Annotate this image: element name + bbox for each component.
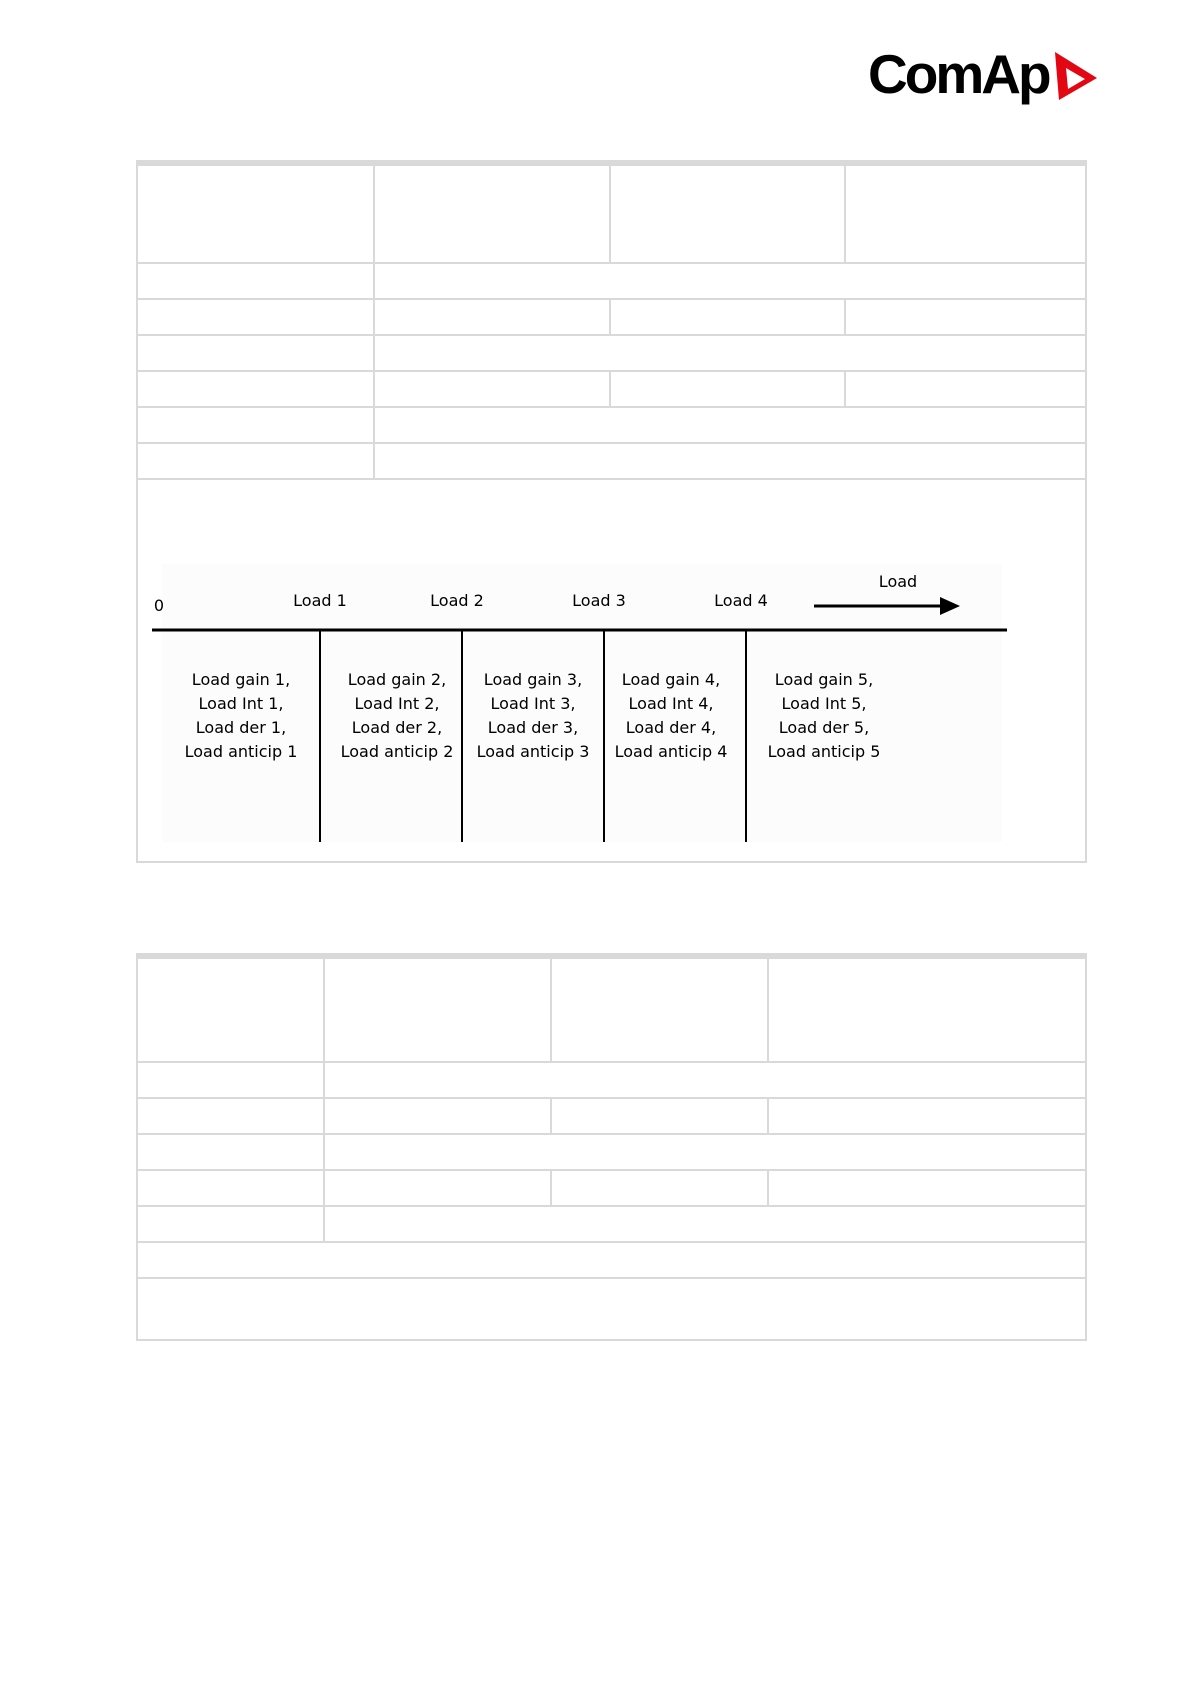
region-parameters-4	[615, 668, 728, 764]
comap-logo	[868, 44, 1101, 104]
param-line: Load Int 4,	[628, 694, 714, 713]
param-line: Load der 5,	[778, 718, 870, 737]
param-line: Load gain 2,	[347, 670, 447, 689]
origin-label: 0	[153, 596, 165, 615]
param-line: Load Int 1,	[198, 694, 284, 713]
boundary-label-4: Load 4	[714, 591, 768, 610]
param-line: Load gain 3,	[483, 670, 583, 689]
boundary-label-2: Load 2	[430, 591, 484, 610]
param-line: Load anticip 3	[476, 742, 590, 761]
boundary-label-1: Load 1	[293, 591, 347, 610]
play-arrow-icon	[1051, 48, 1101, 104]
region-parameters-5	[768, 668, 881, 764]
param-line: Load Int 5,	[781, 694, 867, 713]
param-line: Load anticip 4	[614, 742, 728, 761]
param-line: Load der 2,	[351, 718, 443, 737]
logo-text: ComAp	[868, 43, 1049, 105]
boundary-label-3: Load 3	[572, 591, 626, 610]
param-line: Load anticip 1	[184, 742, 298, 761]
load-region-diagram	[152, 562, 1012, 844]
param-line: Load anticip 2	[340, 742, 454, 761]
region-parameters-3	[477, 668, 590, 764]
param-line: Load Int 2,	[354, 694, 440, 713]
region-parameters-2	[341, 668, 454, 764]
param-line: Load anticip 5	[767, 742, 881, 761]
param-line: Load Int 3,	[490, 694, 576, 713]
param-line: Load gain 5,	[774, 670, 874, 689]
param-line: Load gain 4,	[621, 670, 721, 689]
region-parameters-1	[185, 668, 298, 764]
parameter-table-2	[136, 953, 1087, 1341]
param-line: Load der 4,	[625, 718, 717, 737]
param-line: Load der 3,	[487, 718, 579, 737]
param-line: Load der 1,	[195, 718, 287, 737]
param-line: Load gain 1,	[191, 670, 291, 689]
axis-label: Load	[878, 572, 918, 591]
